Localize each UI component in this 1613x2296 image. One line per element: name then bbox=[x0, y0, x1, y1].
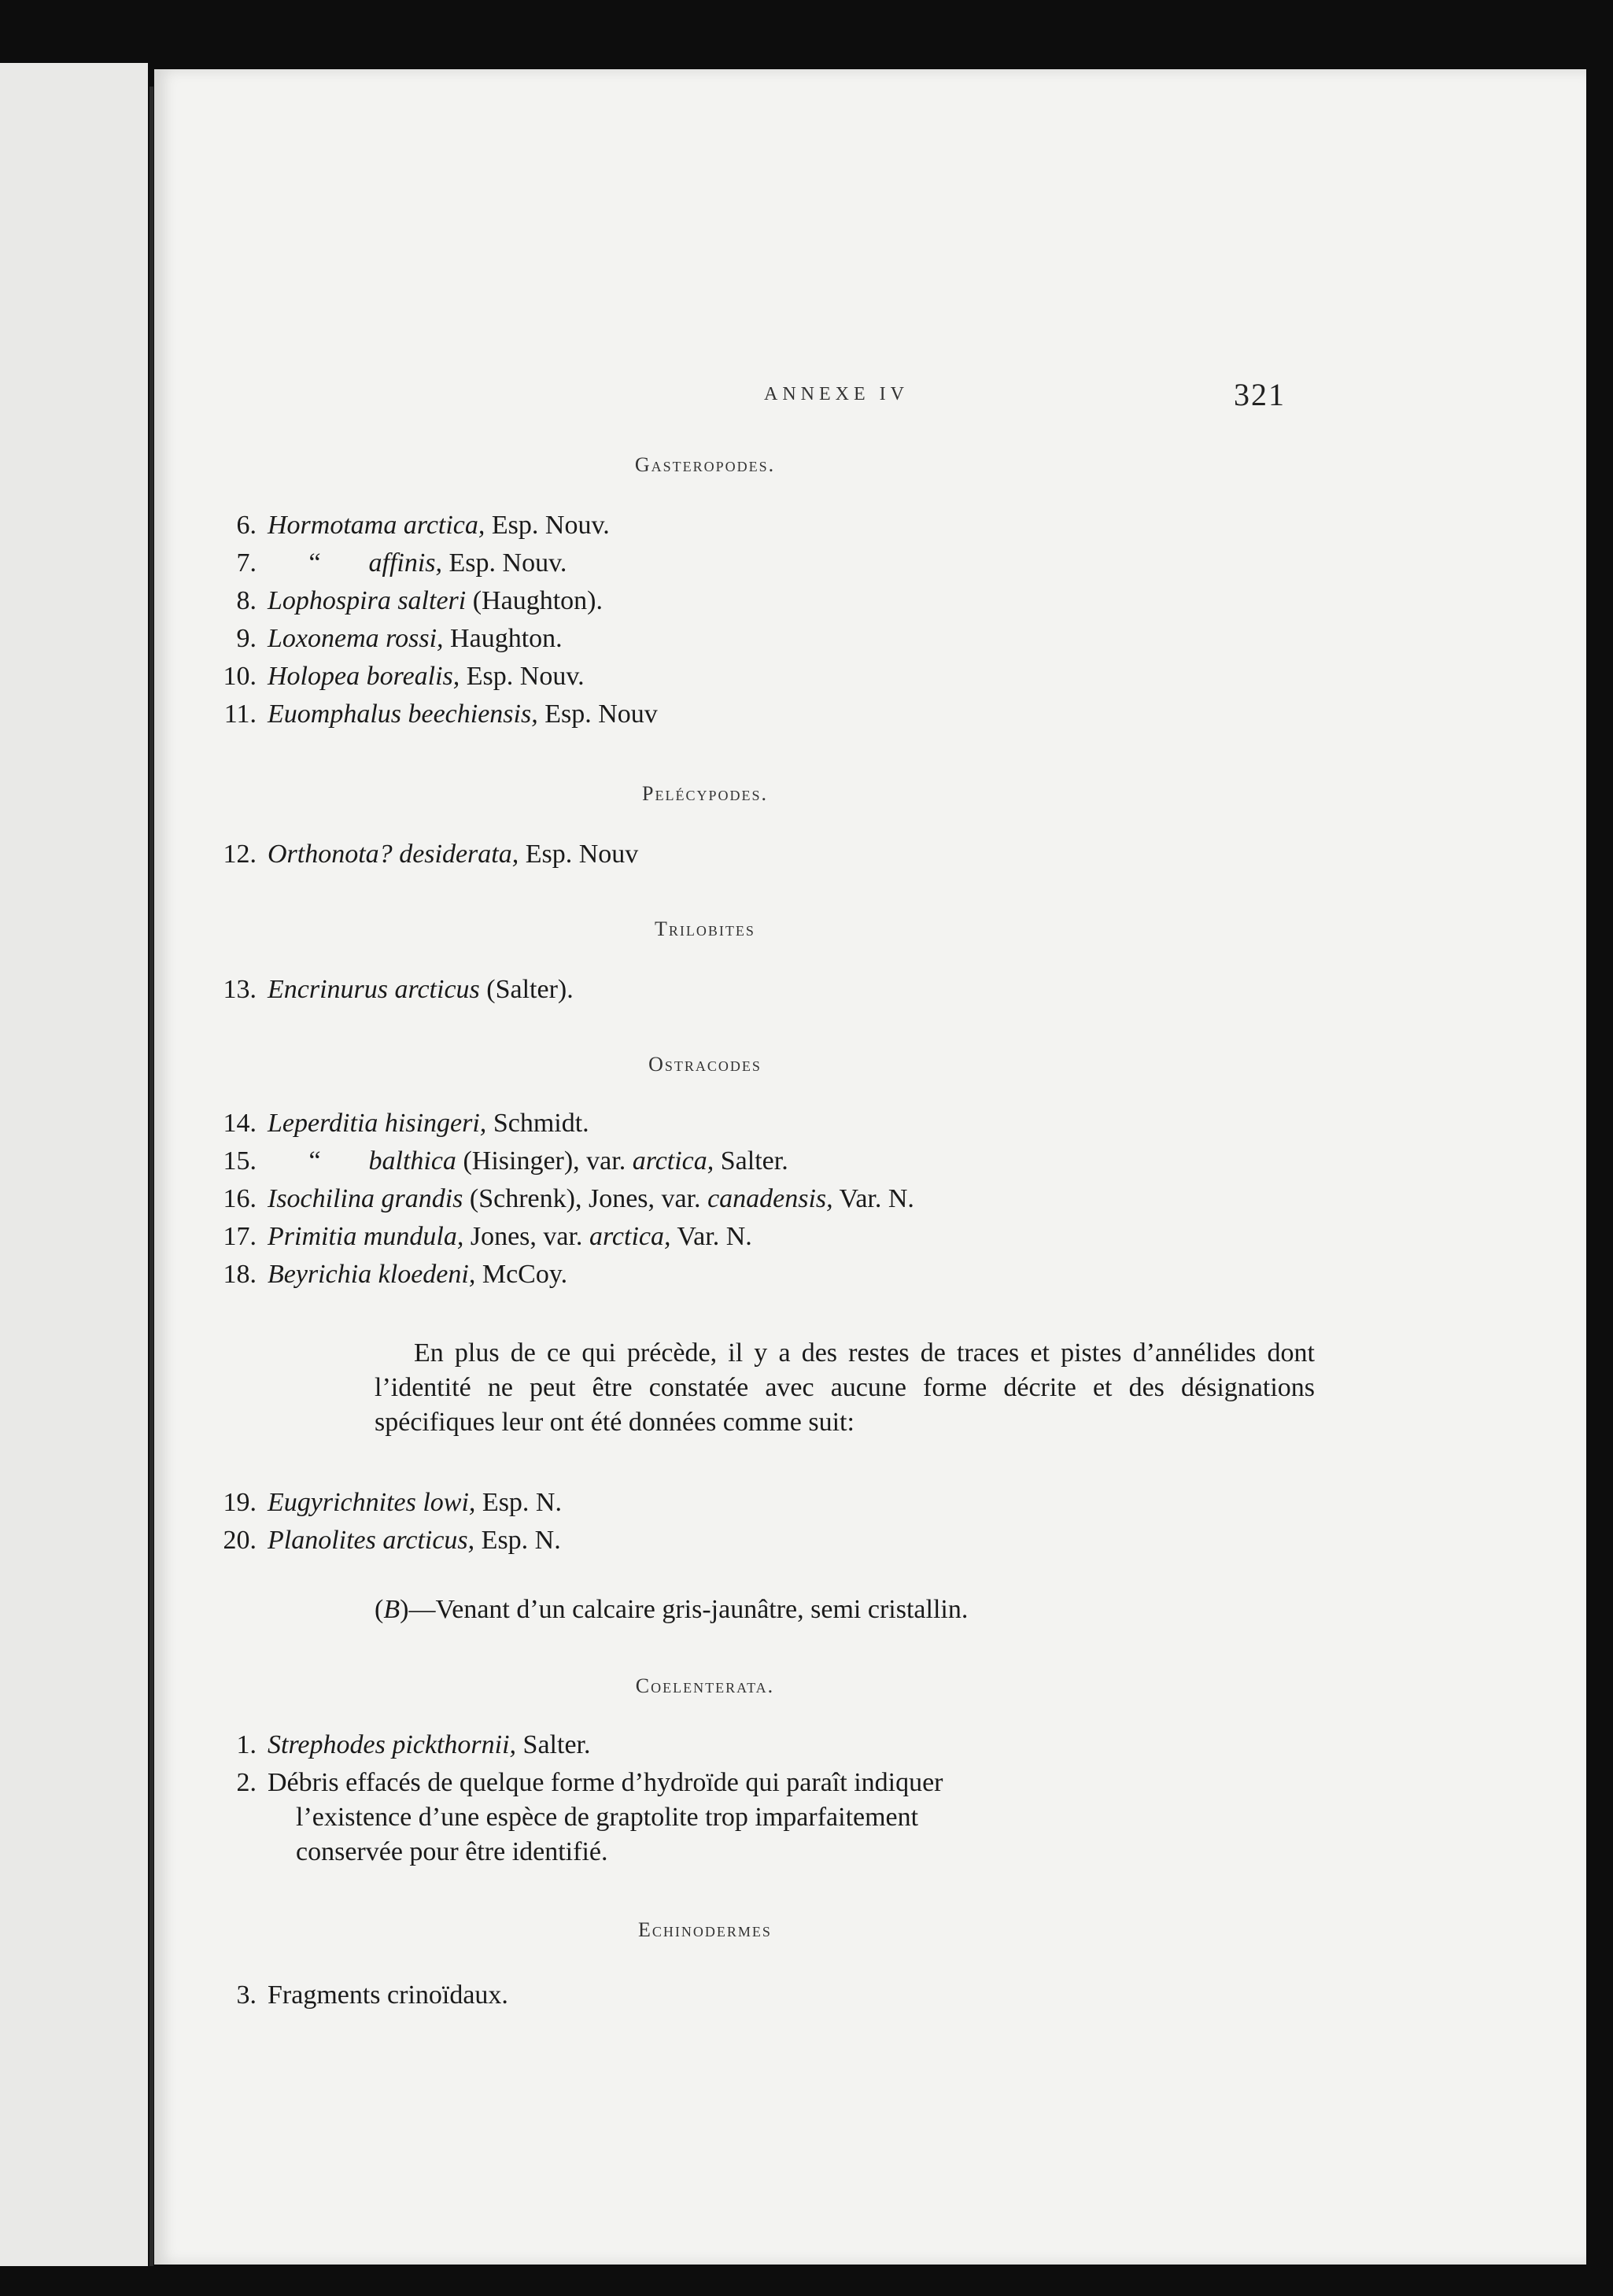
species-name: rossi, bbox=[386, 624, 444, 653]
authority: McCoy. bbox=[475, 1260, 568, 1289]
item-text-line: Débris effacés de quelque forme d’hydroïde qui paraît indiquer bbox=[268, 1768, 943, 1797]
list-item bbox=[154, 584, 603, 618]
item-number: 11. bbox=[223, 700, 257, 729]
item-text bbox=[268, 1766, 1090, 1870]
species-name: affinis, bbox=[368, 548, 443, 578]
item-number: 16. bbox=[223, 1184, 257, 1213]
species-name: arcticus, bbox=[382, 1526, 475, 1555]
section-heading-gasteropodes: Gasteropodes. bbox=[634, 453, 776, 476]
variety-authority: Var. N. bbox=[670, 1222, 752, 1251]
species-name: arcticus bbox=[394, 975, 480, 1004]
item-number: 2. bbox=[236, 1768, 257, 1797]
ditto-mark: “ bbox=[308, 1146, 321, 1176]
genus-name: Hormotama bbox=[268, 511, 397, 540]
ditto-mark: “ bbox=[308, 548, 321, 578]
genus-name: Loxonema bbox=[268, 624, 379, 653]
variety-name: canadensis, bbox=[707, 1184, 833, 1213]
list-item bbox=[154, 508, 610, 543]
variety-authority: Salter. bbox=[714, 1146, 788, 1176]
item-number: 10. bbox=[223, 662, 257, 691]
authority: Esp. N. bbox=[474, 1526, 561, 1555]
item-number: 1. bbox=[236, 1730, 257, 1759]
page-header bbox=[154, 377, 1586, 415]
species-name: desiderata, bbox=[399, 840, 519, 869]
list-item bbox=[154, 1182, 914, 1216]
list-item bbox=[154, 697, 658, 732]
section-heading-trilobites: Trilobites bbox=[655, 917, 755, 940]
authority: (Schrenk), Jones, var. bbox=[463, 1184, 708, 1213]
authority: Esp. Nouv bbox=[519, 840, 639, 869]
item-text: Fragments crinoïdaux. bbox=[268, 1980, 508, 2010]
genus-name: Isochilina bbox=[268, 1184, 375, 1213]
species-name: lowi, bbox=[423, 1488, 476, 1517]
genus-name: Encrinurus bbox=[268, 975, 388, 1004]
species-name: hisingeri, bbox=[384, 1109, 487, 1138]
species-name: grandis bbox=[381, 1184, 463, 1213]
species-name: balthica bbox=[368, 1146, 456, 1176]
list-item bbox=[154, 1144, 788, 1179]
genus-name: Leperditia bbox=[268, 1109, 378, 1138]
running-head: ANNEXE IV bbox=[764, 384, 909, 404]
item-number: 7. bbox=[236, 548, 257, 578]
list-item bbox=[154, 973, 574, 1007]
authority: (Hisinger), var. bbox=[456, 1146, 633, 1176]
authority: Salter. bbox=[516, 1730, 591, 1759]
item-number: 14. bbox=[223, 1109, 257, 1138]
subsection-b-line: (B)—Venant d’un calcaire gris-jaunâtre, semi cristallin. bbox=[375, 1595, 969, 1624]
list-item bbox=[154, 1106, 589, 1141]
list-item bbox=[154, 1978, 508, 2013]
species-name: arctica, bbox=[403, 511, 485, 540]
section-heading-coelenterata: Coelenterata. bbox=[635, 1674, 775, 1697]
authority: Esp. Nouv. bbox=[460, 662, 585, 691]
authority: Esp. Nouv bbox=[537, 700, 658, 729]
authority: (Salter). bbox=[479, 975, 574, 1004]
subsection-label: B bbox=[383, 1595, 400, 1624]
book-gutter bbox=[149, 87, 153, 2266]
authority: Jones, var. bbox=[463, 1222, 589, 1251]
item-number: 9. bbox=[236, 624, 257, 653]
page-number: 321 bbox=[1234, 377, 1286, 412]
genus-name: Planolites bbox=[268, 1526, 376, 1555]
genus-name: Eugyrichnites bbox=[268, 1488, 416, 1517]
species-name: salteri bbox=[397, 586, 467, 615]
item-number: 8. bbox=[236, 586, 257, 615]
species-name: pickthornii, bbox=[392, 1730, 517, 1759]
variety-name: arctica, bbox=[589, 1222, 671, 1251]
list-item bbox=[154, 1728, 590, 1763]
item-number: 19. bbox=[223, 1488, 257, 1517]
species-name: beechiensis, bbox=[408, 700, 538, 729]
list-item bbox=[154, 1486, 562, 1520]
item-number: 12. bbox=[223, 840, 257, 869]
item-text-line: conservée pour être identifié. bbox=[296, 1837, 608, 1866]
body-paragraph bbox=[375, 1336, 1315, 1440]
authority: Esp. Nouv. bbox=[442, 548, 567, 578]
list-item bbox=[154, 1257, 567, 1292]
genus-name: Beyrichia bbox=[268, 1260, 372, 1289]
genus-name: Euomphalus bbox=[268, 700, 401, 729]
list-item bbox=[154, 546, 567, 581]
document-page bbox=[154, 69, 1586, 2265]
item-text-line: l’existence d’une espèce de graptolite trop imparfaitement bbox=[296, 1803, 919, 1832]
list-item bbox=[154, 659, 585, 694]
subsection-text: —Venant d’un calcaire gris-jaunâtre, semi cristallin. bbox=[408, 1595, 969, 1624]
authority: Esp. N. bbox=[475, 1488, 562, 1517]
item-number: 13. bbox=[223, 975, 257, 1004]
list-item bbox=[154, 837, 638, 872]
item-number: 20. bbox=[223, 1526, 257, 1555]
genus-name: Orthonota? bbox=[268, 840, 393, 869]
list-item bbox=[154, 622, 563, 656]
species-name: borealis, bbox=[366, 662, 460, 691]
authority: Haughton. bbox=[443, 624, 563, 653]
genus-name: Strephodes bbox=[268, 1730, 386, 1759]
item-number: 18. bbox=[223, 1260, 257, 1289]
genus-name: Primitia bbox=[268, 1222, 357, 1251]
paragraph-text: En plus de ce qui précède, il y a des restes de traces et pistes d’annélides dont l’identité ne peut être constatée avec aucune forme décrite et des désignations spécifiques leur ont été données comme suit: bbox=[375, 1338, 1315, 1437]
left-page-edge bbox=[0, 63, 148, 2266]
variety-authority: Var. N. bbox=[832, 1184, 914, 1213]
variety-name: arctica, bbox=[632, 1146, 714, 1176]
authority: (Haughton). bbox=[466, 586, 603, 615]
list-item bbox=[154, 1766, 1090, 1870]
genus-name: Lophospira bbox=[268, 586, 391, 615]
section-heading-ostracodes: Ostracodes bbox=[648, 1053, 762, 1076]
list-item bbox=[154, 1523, 561, 1558]
item-number: 15. bbox=[223, 1146, 257, 1176]
list-item bbox=[154, 1220, 752, 1254]
species-name: mundula, bbox=[363, 1222, 464, 1251]
item-number: 6. bbox=[236, 511, 257, 540]
section-heading-pelecypodes: Pelécypodes. bbox=[642, 782, 768, 805]
authority: Schmidt. bbox=[486, 1109, 589, 1138]
species-name: kloedeni, bbox=[378, 1260, 476, 1289]
section-heading-echinodermes: Echinodermes bbox=[638, 1918, 772, 1941]
item-number: 17. bbox=[223, 1222, 257, 1251]
item-number: 3. bbox=[236, 1980, 257, 2010]
genus-name: Holopea bbox=[268, 662, 360, 691]
authority: Esp. Nouv. bbox=[485, 511, 610, 540]
